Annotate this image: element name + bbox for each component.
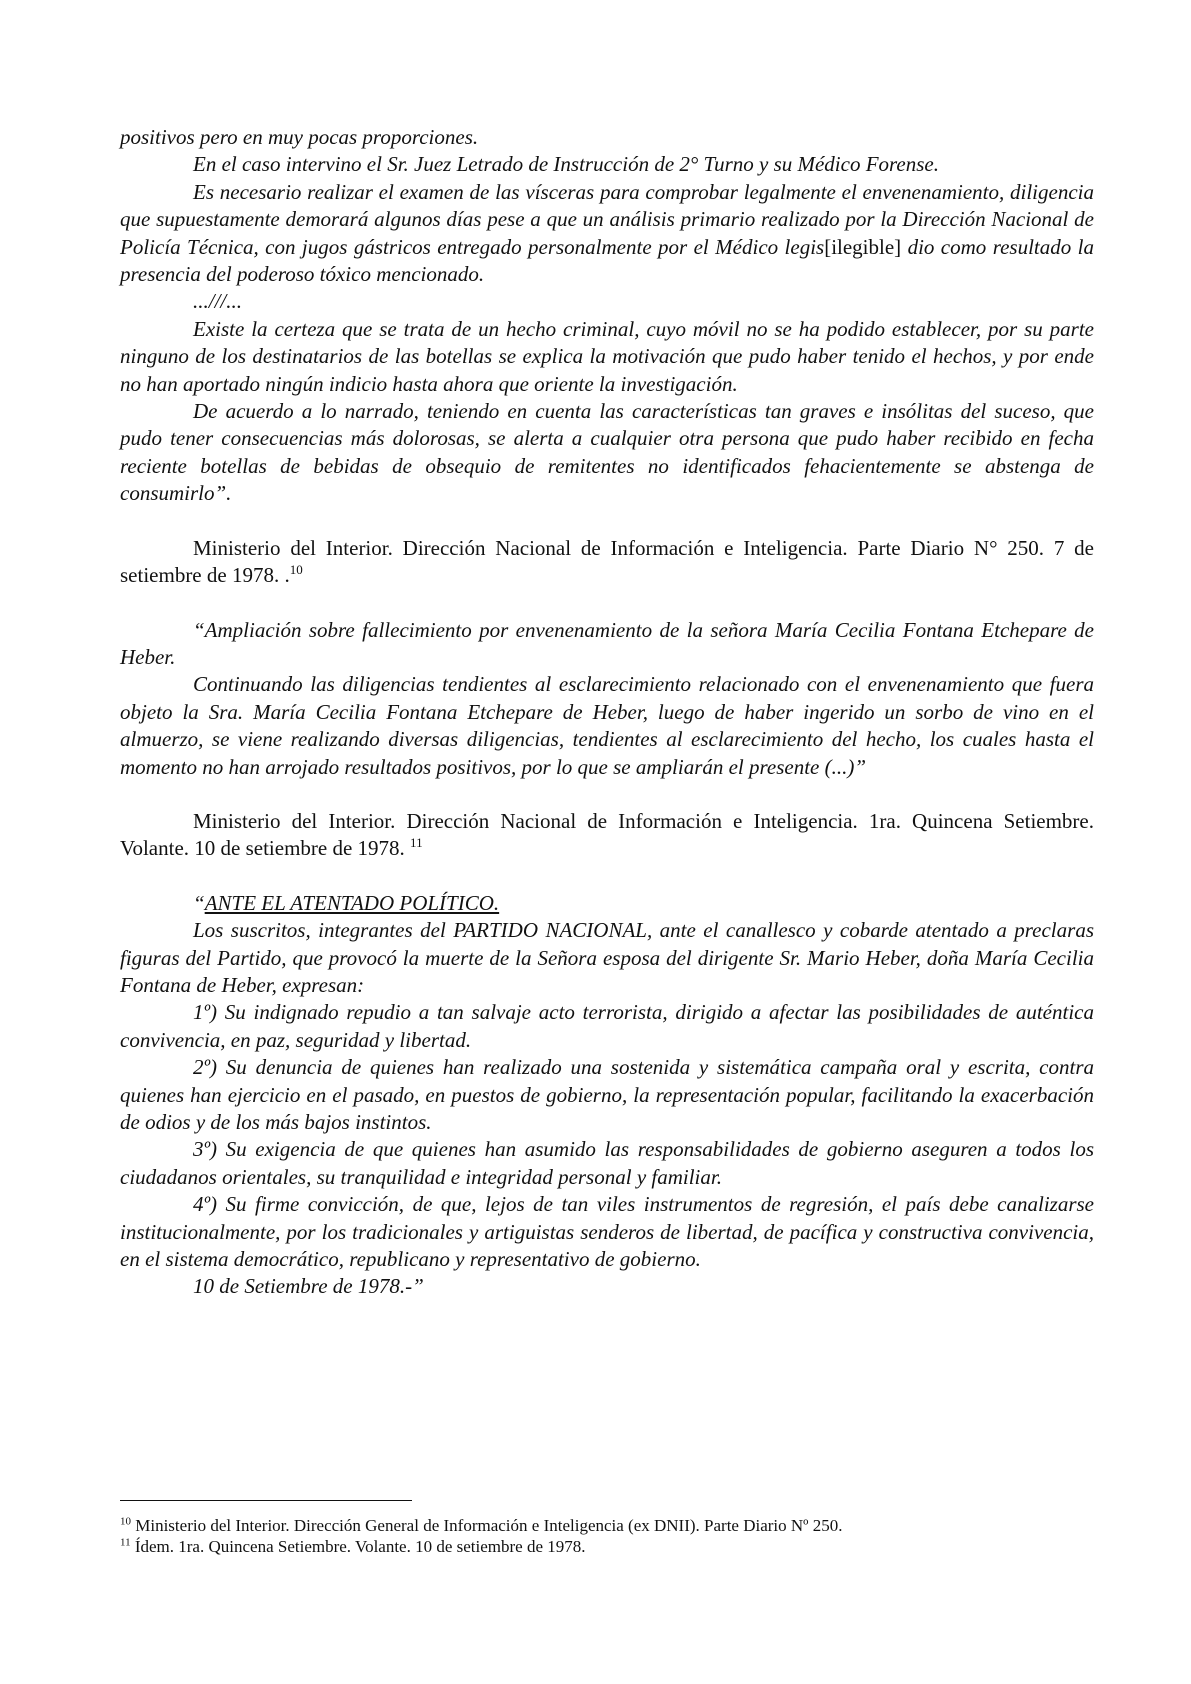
source-citation-2: [120, 808, 1094, 863]
footnotes: [120, 1500, 1094, 1557]
document-body: [120, 124, 1094, 1301]
quote-2-body: Continuando las diligencias tendientes al esclarecimiento relacionado con el envenenamiento que fuera objeto la Sra. María Cecilia Fontana Etchepare de Heber, luego de haber ingerido un sorbo de vino en el almuerzo, se viene realizando diversas diligencias, tendientes al esclarecimiento del hecho, los cuales hasta el momento no han arrojado resultados positivos, por lo que se ampliarán el presente (...)”: [120, 672, 1094, 779]
quote-3-title: ANTE EL ATENTADO POLÍTICO.: [204, 890, 500, 915]
quote-2-heading: “Ampliación sobre fallecimiento por envenenamiento de la señora María Cecilia Fontana Etchepare de Heber.: [120, 617, 1094, 669]
footnote-text: Ministerio del Interior. Dirección General de Información e Inteligencia (ex DNII). Parte Diario Nº 250.: [131, 1516, 843, 1535]
quote-3-intro: Los suscritos, integrantes del PARTIDO NACIONAL, ante el canallesco y cobarde atentado a preclaras figuras del Partido, que provocó la muerte de la Señora esposa del dirigente Sr. Mario Heber, doña María Cecilia Fontana de Heber, expresan:: [120, 918, 1094, 997]
quote-3-item-2: 2º) Su denuncia de quienes han realizado una sostenida y sistemática campaña oral y escrita, contra quienes han ejercicio en el pasado, en puestos de gobierno, la representación popular, facilitando la exacerbación de odios y de los más bajos instintos.: [120, 1055, 1094, 1134]
quote-3-date: 10 de Setiembre de 1978.-”: [193, 1274, 424, 1299]
footnote-text: Ídem. 1ra. Quincena Setiembre. Volante. 10 de setiembre de 1978.: [130, 1537, 586, 1556]
quote-3-title-line: [120, 890, 1094, 917]
footnote-ref-10: 10: [289, 562, 303, 578]
footnote-divider: [120, 1500, 412, 1501]
spacer: [120, 590, 1094, 617]
source-citation-1: [120, 535, 1094, 590]
page-break-mark: ...///...: [193, 289, 243, 314]
paragraph-criminal-fact: Existe la certeza que se trata de un hecho criminal, cuyo móvil no se ha podido establecer, por su parte ninguno de los destinatarios de las botellas se explica la motivación que pudo haber tenido el hechos, y por ende no han aportado ningún indicio hasta ahora que oriente la investigación.: [120, 316, 1094, 396]
paragraph-judge: En el caso intervino el Sr. Juez Letrado de Instrucción de 2° Turno y su Médico Forense.: [193, 152, 939, 177]
footnote-number: 11: [120, 1536, 131, 1549]
quote-3-open-mark: “: [193, 890, 205, 915]
footnote-11: [120, 1536, 1094, 1557]
illegible-mark: [ilegible]: [824, 234, 902, 259]
spacer: [120, 863, 1094, 890]
examination-text-a: Es necesario realizar el examen de las vísceras para comprobar legalmente el envenenamiento, diligencia que supuestamente demorará algunos días pese a que un análisis primario realizado por la Dirección Nacional de Policía Técnica, con jugos gástricos entregado personalmente por el Médico legis: [120, 179, 1094, 259]
paragraph-continuation: positivos pero en muy pocas proporciones.: [120, 125, 479, 149]
paragraph-examination: [120, 179, 1094, 289]
footnote-10: [120, 1515, 1094, 1536]
paragraph-alert: De acuerdo a lo narrado, teniendo en cuenta las características tan graves e insólitas del suceso, que pudo tener consecuencias más dolorosas, se alerta a cualquier otra persona que pudo haber recibido en fecha reciente botellas de bebidas de obsequio de remitentes no identificados fehacientemente se abstenga de consumirlo”.: [120, 399, 1094, 506]
source-citation-1-text: Ministerio del Interior. Dirección Nacional de Información e Inteligencia. Parte Diario N° 250. 7 de setiembre de 1978. .: [120, 535, 1094, 588]
spacer: [120, 781, 1094, 808]
footnote-number: 10: [120, 1515, 131, 1528]
footnote-ref-11: 11: [410, 835, 423, 851]
source-citation-2-text: Ministerio del Interior. Dirección Nacional de Información e Inteligencia. 1ra. Quincena Setiembre. Volante. 10 de setiembre de 1978.: [120, 808, 1094, 861]
quote-3-item-1: 1º) Su indignado repudio a tan salvaje acto terrorista, dirigido a afectar las posibilidades de auténtica convivencia, en paz, seguridad y libertad.: [120, 1000, 1094, 1052]
spacer: [120, 508, 1094, 535]
quote-3-item-3: 3º) Su exigencia de que quienes han asumido las responsabilidades de gobierno aseguren a todos los ciudadanos orientales, su tranquilidad e integridad personal y familiar.: [120, 1137, 1094, 1189]
quote-3-item-4: 4º) Su firme convicción, de que, lejos de tan viles instrumentos de regresión, el país debe canalizarse institucionalmente, por los tradicionales y artiguistas senderos de libertad, de pacífica y constructiva convivencia, en el sistema democrático, republicano y representativo de gobierno.: [120, 1192, 1094, 1272]
examination-text-b: dio como resultado la presencia del poderoso tóxico mencionado.: [120, 234, 1094, 287]
